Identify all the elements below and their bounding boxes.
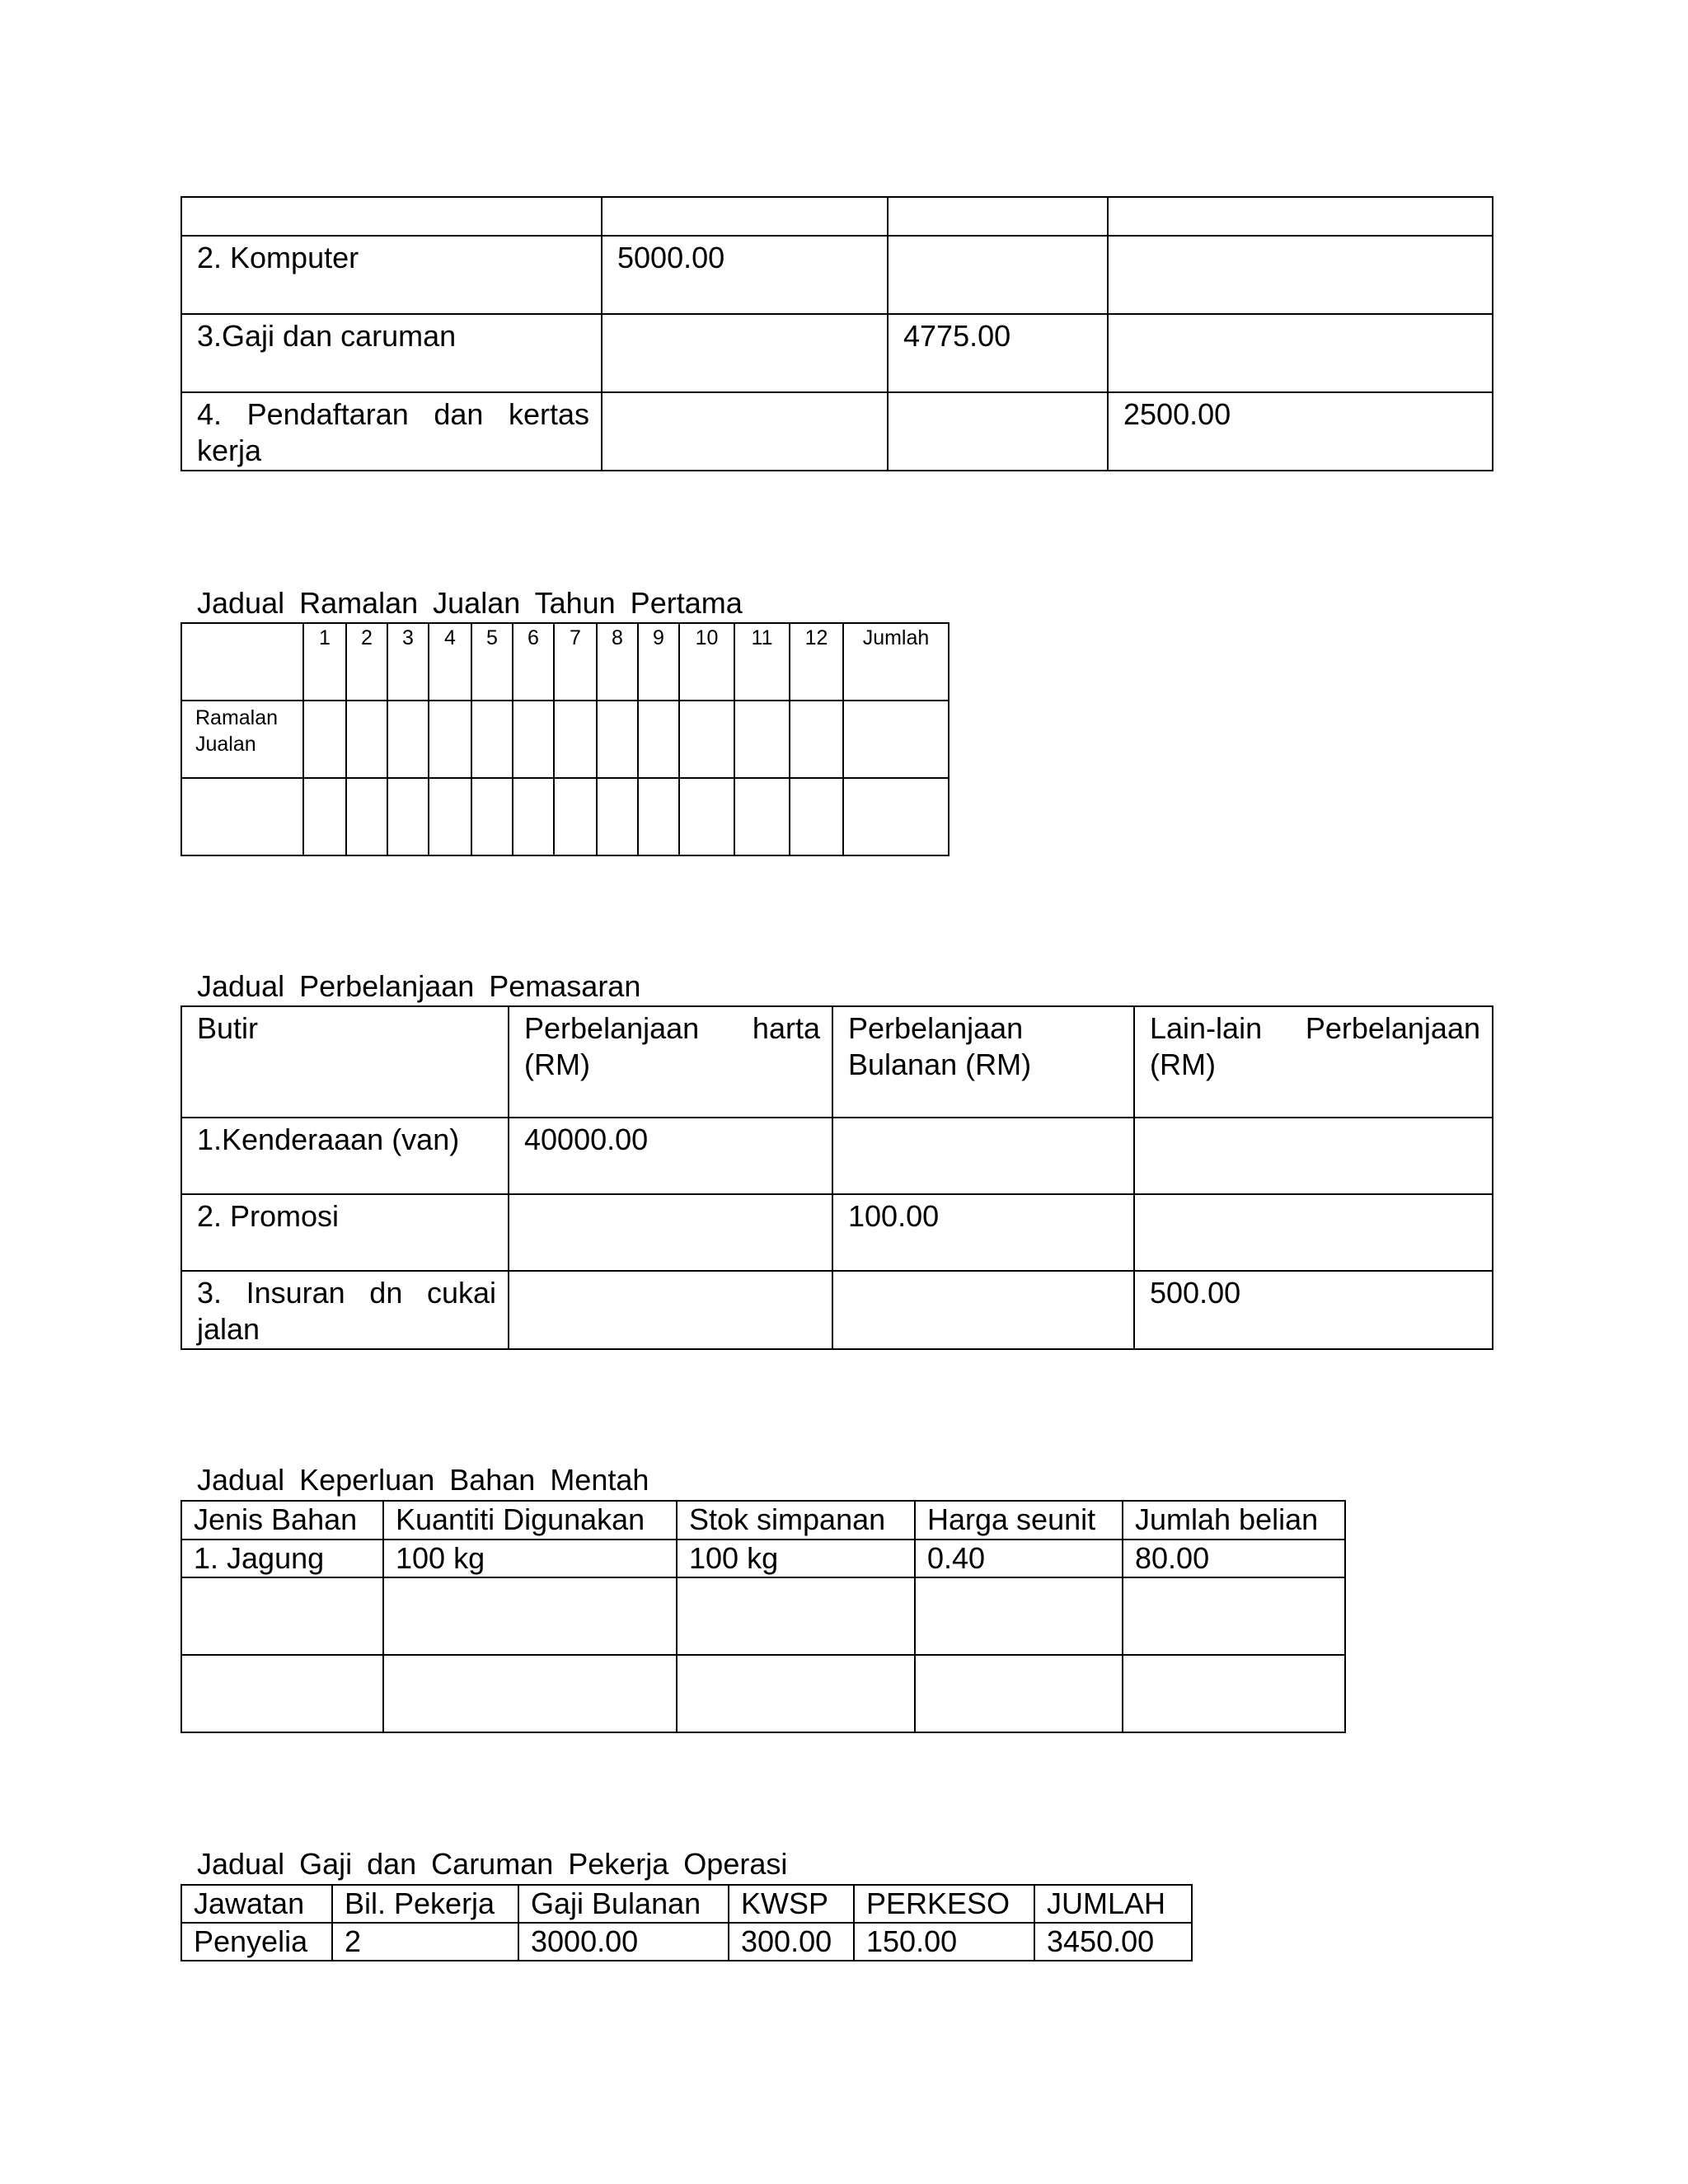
salary-table	[181, 1884, 1193, 1961]
table-cell	[509, 1195, 832, 1198]
month-header-10: 10	[695, 626, 719, 649]
month-header-6: 6	[528, 626, 539, 649]
table-cell	[1109, 315, 1492, 318]
table-header-cell: Jawatan	[194, 1886, 305, 1920]
table-header-row	[181, 1006, 1493, 1118]
table-row	[181, 392, 1493, 471]
table-cell	[1135, 1118, 1492, 1122]
month-header-8: 8	[612, 626, 623, 649]
table-header-row	[181, 1885, 1192, 1923]
month-header-5: 5	[486, 626, 498, 649]
table-cell	[509, 1272, 832, 1275]
table-header-cell: PERKESO	[866, 1886, 1010, 1920]
table-header-cell: Harga seunit	[927, 1502, 1096, 1536]
table-cell: 5000.00	[617, 241, 725, 274]
table-cell: 4. Pendaftaran dan kertas kerja	[197, 397, 589, 467]
month-header-3: 3	[402, 626, 414, 649]
table-row	[181, 701, 949, 778]
table-header-cell: Perbelanjaan harta (RM)	[524, 1011, 820, 1081]
table-row	[181, 1271, 1493, 1349]
table-row	[181, 1540, 1345, 1577]
table-header-cell: Kuantiti Digunakan	[396, 1502, 645, 1536]
materials-table-title: Jadual Keperluan Bahan Mentah	[197, 1463, 649, 1497]
table-row	[181, 197, 1493, 236]
table-cell	[889, 237, 1107, 240]
table-cell: Penyelia	[194, 1924, 308, 1958]
table-cell	[603, 198, 887, 201]
table-header-cell: Gaji Bulanan	[531, 1886, 701, 1920]
table-row	[181, 1923, 1192, 1961]
table-header-cell: Stok simpanan	[689, 1502, 886, 1536]
table-header-cell	[182, 624, 302, 627]
month-header-7: 7	[570, 626, 581, 649]
table-row	[181, 1577, 1345, 1655]
marketing-table	[181, 1005, 1493, 1350]
table-cell	[1135, 1195, 1492, 1198]
table-cell	[182, 198, 601, 201]
table-cell: 100.00	[848, 1199, 940, 1233]
table-cell: 40000.00	[524, 1122, 649, 1156]
materials-table	[181, 1500, 1346, 1733]
table-cell: 3000.00	[531, 1924, 639, 1958]
month-header-1: 1	[319, 626, 331, 649]
table-cell: 4775.00	[903, 319, 1011, 353]
table-cell: 1.Kenderaaan (van)	[197, 1122, 460, 1156]
table-row	[181, 1655, 1345, 1732]
table-row	[181, 236, 1493, 314]
table-header-cell: Perbelanjaan Bulanan (RM)	[848, 1011, 1032, 1081]
table-cell: 3450.00	[1047, 1924, 1155, 1958]
table-cell	[1109, 198, 1492, 201]
capital-table	[181, 196, 1493, 471]
table-row	[181, 1194, 1493, 1271]
sales-table-title: Jadual Ramalan Jualan Tahun Pertama	[197, 586, 743, 620]
table-row	[181, 1118, 1493, 1194]
table-header-row	[181, 1501, 1345, 1540]
total-header: Jumlah	[862, 626, 930, 649]
table-cell: 2500.00	[1123, 397, 1231, 431]
sales-forecast-table	[181, 622, 950, 856]
table-cell: 80.00	[1135, 1541, 1210, 1575]
table-cell: 3.Gaji dan caruman	[197, 319, 457, 353]
table-cell: 500.00	[1150, 1276, 1241, 1310]
table-header-cell: Jenis Bahan	[194, 1502, 358, 1536]
table-cell	[889, 393, 1107, 396]
table-cell	[1109, 237, 1492, 240]
table-row	[181, 778, 949, 855]
table-row	[181, 314, 1493, 392]
table-cell: 100 kg	[689, 1541, 779, 1575]
month-header-2: 2	[361, 626, 373, 649]
table-cell	[603, 315, 887, 318]
table-cell: 3. Insuran dn cukai jalan	[197, 1276, 496, 1346]
month-header-9: 9	[653, 626, 664, 649]
table-cell: 0.40	[927, 1541, 986, 1575]
marketing-table-title: Jadual Perbelanjaan Pemasaran	[197, 969, 641, 1003]
table-header-cell: Butir	[197, 1011, 259, 1045]
table-cell	[603, 393, 887, 396]
table-cell: 2. Promosi	[197, 1199, 340, 1233]
table-header-cell: Lain-lain Perbelanjaan (RM)	[1150, 1011, 1480, 1081]
table-header-cell: KWSP	[741, 1886, 829, 1920]
table-cell	[833, 1118, 1133, 1122]
month-header-11: 11	[751, 626, 773, 649]
month-header-4: 4	[444, 626, 456, 649]
table-cell: 150.00	[866, 1924, 958, 1958]
table-header-cell: Bil. Pekerja	[345, 1886, 495, 1920]
table-cell	[889, 198, 1107, 201]
table-cell	[833, 1272, 1133, 1275]
table-cell: 100 kg	[396, 1541, 485, 1575]
month-header-12: 12	[804, 626, 828, 649]
table-header-row	[181, 623, 949, 701]
table-header-cell: Jumlah belian	[1135, 1502, 1319, 1536]
table-header-cell: JUMLAH	[1047, 1886, 1166, 1920]
table-cell: 300.00	[741, 1924, 832, 1958]
row-label: Ramalan Jualan	[195, 706, 279, 756]
table-cell: 2	[345, 1924, 362, 1958]
table-cell: 1. Jagung	[194, 1541, 325, 1575]
salary-table-title: Jadual Gaji dan Caruman Pekerja Operasi	[197, 1847, 788, 1881]
table-cell: 2. Komputer	[197, 241, 359, 274]
